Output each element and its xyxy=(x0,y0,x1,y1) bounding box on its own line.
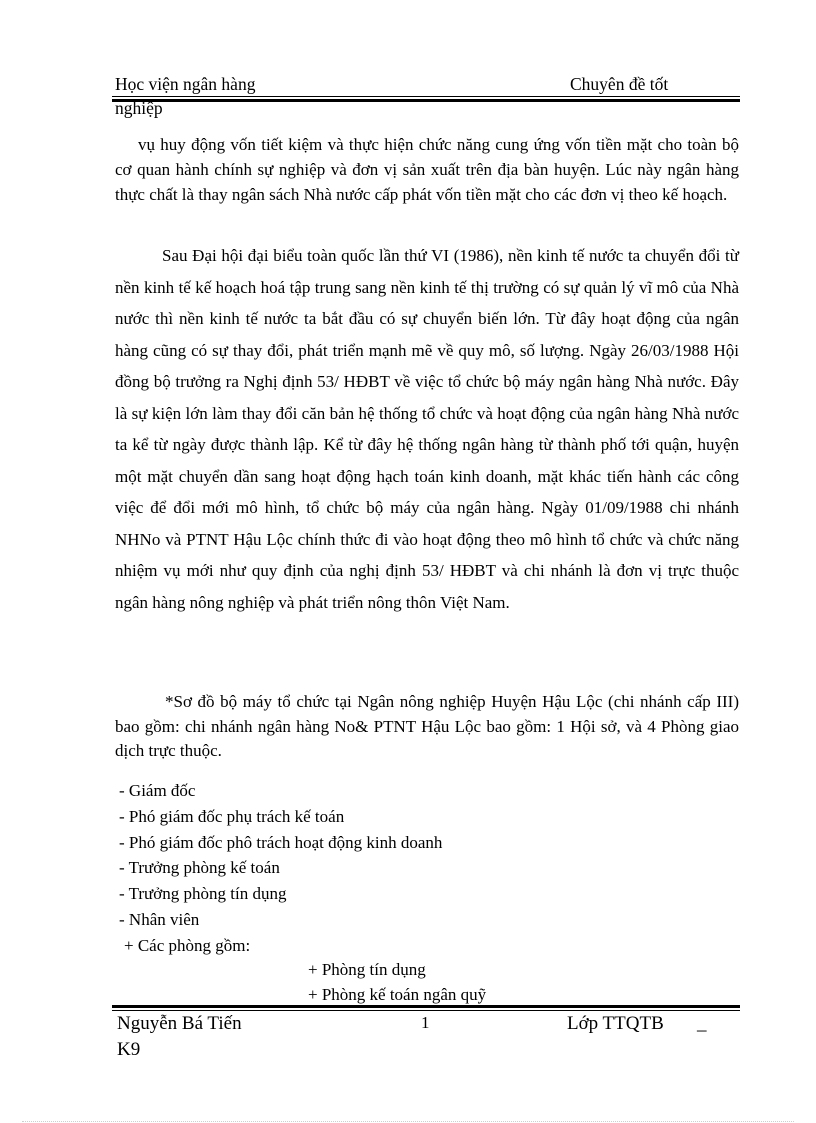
departments-heading: + Các phòng gồm: xyxy=(124,935,251,955)
footer-cohort: K9 xyxy=(117,1039,141,1060)
header-rule-thick xyxy=(112,99,740,102)
staff-list xyxy=(119,778,442,959)
header-rule-thin xyxy=(112,96,740,97)
list-item: + Phòng kế toán ngân quỹ xyxy=(308,985,487,1004)
list-item: - Giám đốc xyxy=(119,781,196,800)
list-item: - Phó giám đốc phụ trách kế toán xyxy=(119,806,345,826)
departments-list xyxy=(308,957,486,1007)
footer-author-name: Nguyễn Bá Tiến xyxy=(117,1013,242,1034)
list-item: - Phó giám đốc phô trách hoạt động kinh doanh xyxy=(119,832,443,852)
body-paragraph-2: Sau Đại hội đại biểu toàn quốc lần thứ VI (1986), nền kinh tế nước ta chuyển đổi từ nền kinh tế kế hoạch hoá tập trung sang nền kinh tế thị trường có sự quản lý vĩ mô của Nhà nước thì nền kinh tế nước ta bắt đầu có sự chuyển biến lớn. Từ đây hoạt động của ngân hàng cũng có sự thay đổi, phát triển mạnh mẽ về quy mô, số lượng. Ngày 26/03/1988 Hội đồng bộ trưởng ra Nghị định 53/ HĐBT về việc tổ chức bộ máy ngân hàng Nhà nước. Đây là sự kiện lớn làm thay đổi căn bản hệ thống tổ chức và hoạt động của ngân hàng Nhà nước ta kể từ ngày được thành lập. Kể từ đây hệ thống ngân hàng từ thành phố tới quận, huyện một mặt chuyển dần sang hoạt động hạch toán kinh doanh, mặt khác tiến hành các công việc để đổi mới mô hình, tổ chức bộ máy của ngân hàng. Ngày 01/09/1988 chi nhánh NHNo và PTNT Hậu Lộc chính thức đi vào hoạt động theo mô hình tổ chức và chức năng nhiệm vụ mới như quy định của nghị định 53/ HĐBT và chi nhánh là đơn vị trực thuộc ngân hàng nông nghiệp và phát triển nông thôn Việt Nam. xyxy=(115,246,739,612)
list-item: - Trưởng phòng tín dụng xyxy=(119,884,287,904)
body-paragraph-3: *Sơ đồ bộ máy tổ chức tại Ngân nông nghiệp Huyện Hậu Lộc (chi nhánh cấp III) bao gồm: chi nhánh ngân hàng No& PTNT Hậu Lộc bao gồm: 1 Hội sở, và 4 Phòng giao dịch trực thuộc. xyxy=(115,692,739,760)
page-bottom-dotted-line xyxy=(22,1121,794,1122)
footer-rule-thick xyxy=(112,1005,740,1008)
body-paragraph-1: vụ huy động vốn tiết kiệm và thực hiện chức năng cung ứng vốn tiền mặt cho toàn bộ cơ quan hành chính sự nghiệp và đơn vị sản xuất trên địa bàn huyện. Lúc này ngân hàng thực chất là thay ngân sách Nhà nước cấp phát vốn tiền mặt cho các đơn vị theo kế hoạch. xyxy=(115,135,739,204)
footer-class: Lớp TTQTB xyxy=(567,1013,664,1034)
list-item: - Trưởng phòng kế toán xyxy=(119,858,280,878)
list-item: + Phòng tín dụng xyxy=(308,960,426,979)
footer-page-number: 1 xyxy=(421,1013,430,1032)
list-item: - Nhân viên xyxy=(119,909,200,929)
header-institution: Học viện ngân hàng xyxy=(115,74,256,94)
header-document-type: Chuyên đề tốt xyxy=(570,74,669,94)
header-document-type-wrap: nghiệp xyxy=(115,98,163,118)
footer-dash: _ xyxy=(697,1013,707,1034)
footer-rule-thin xyxy=(112,1010,740,1011)
